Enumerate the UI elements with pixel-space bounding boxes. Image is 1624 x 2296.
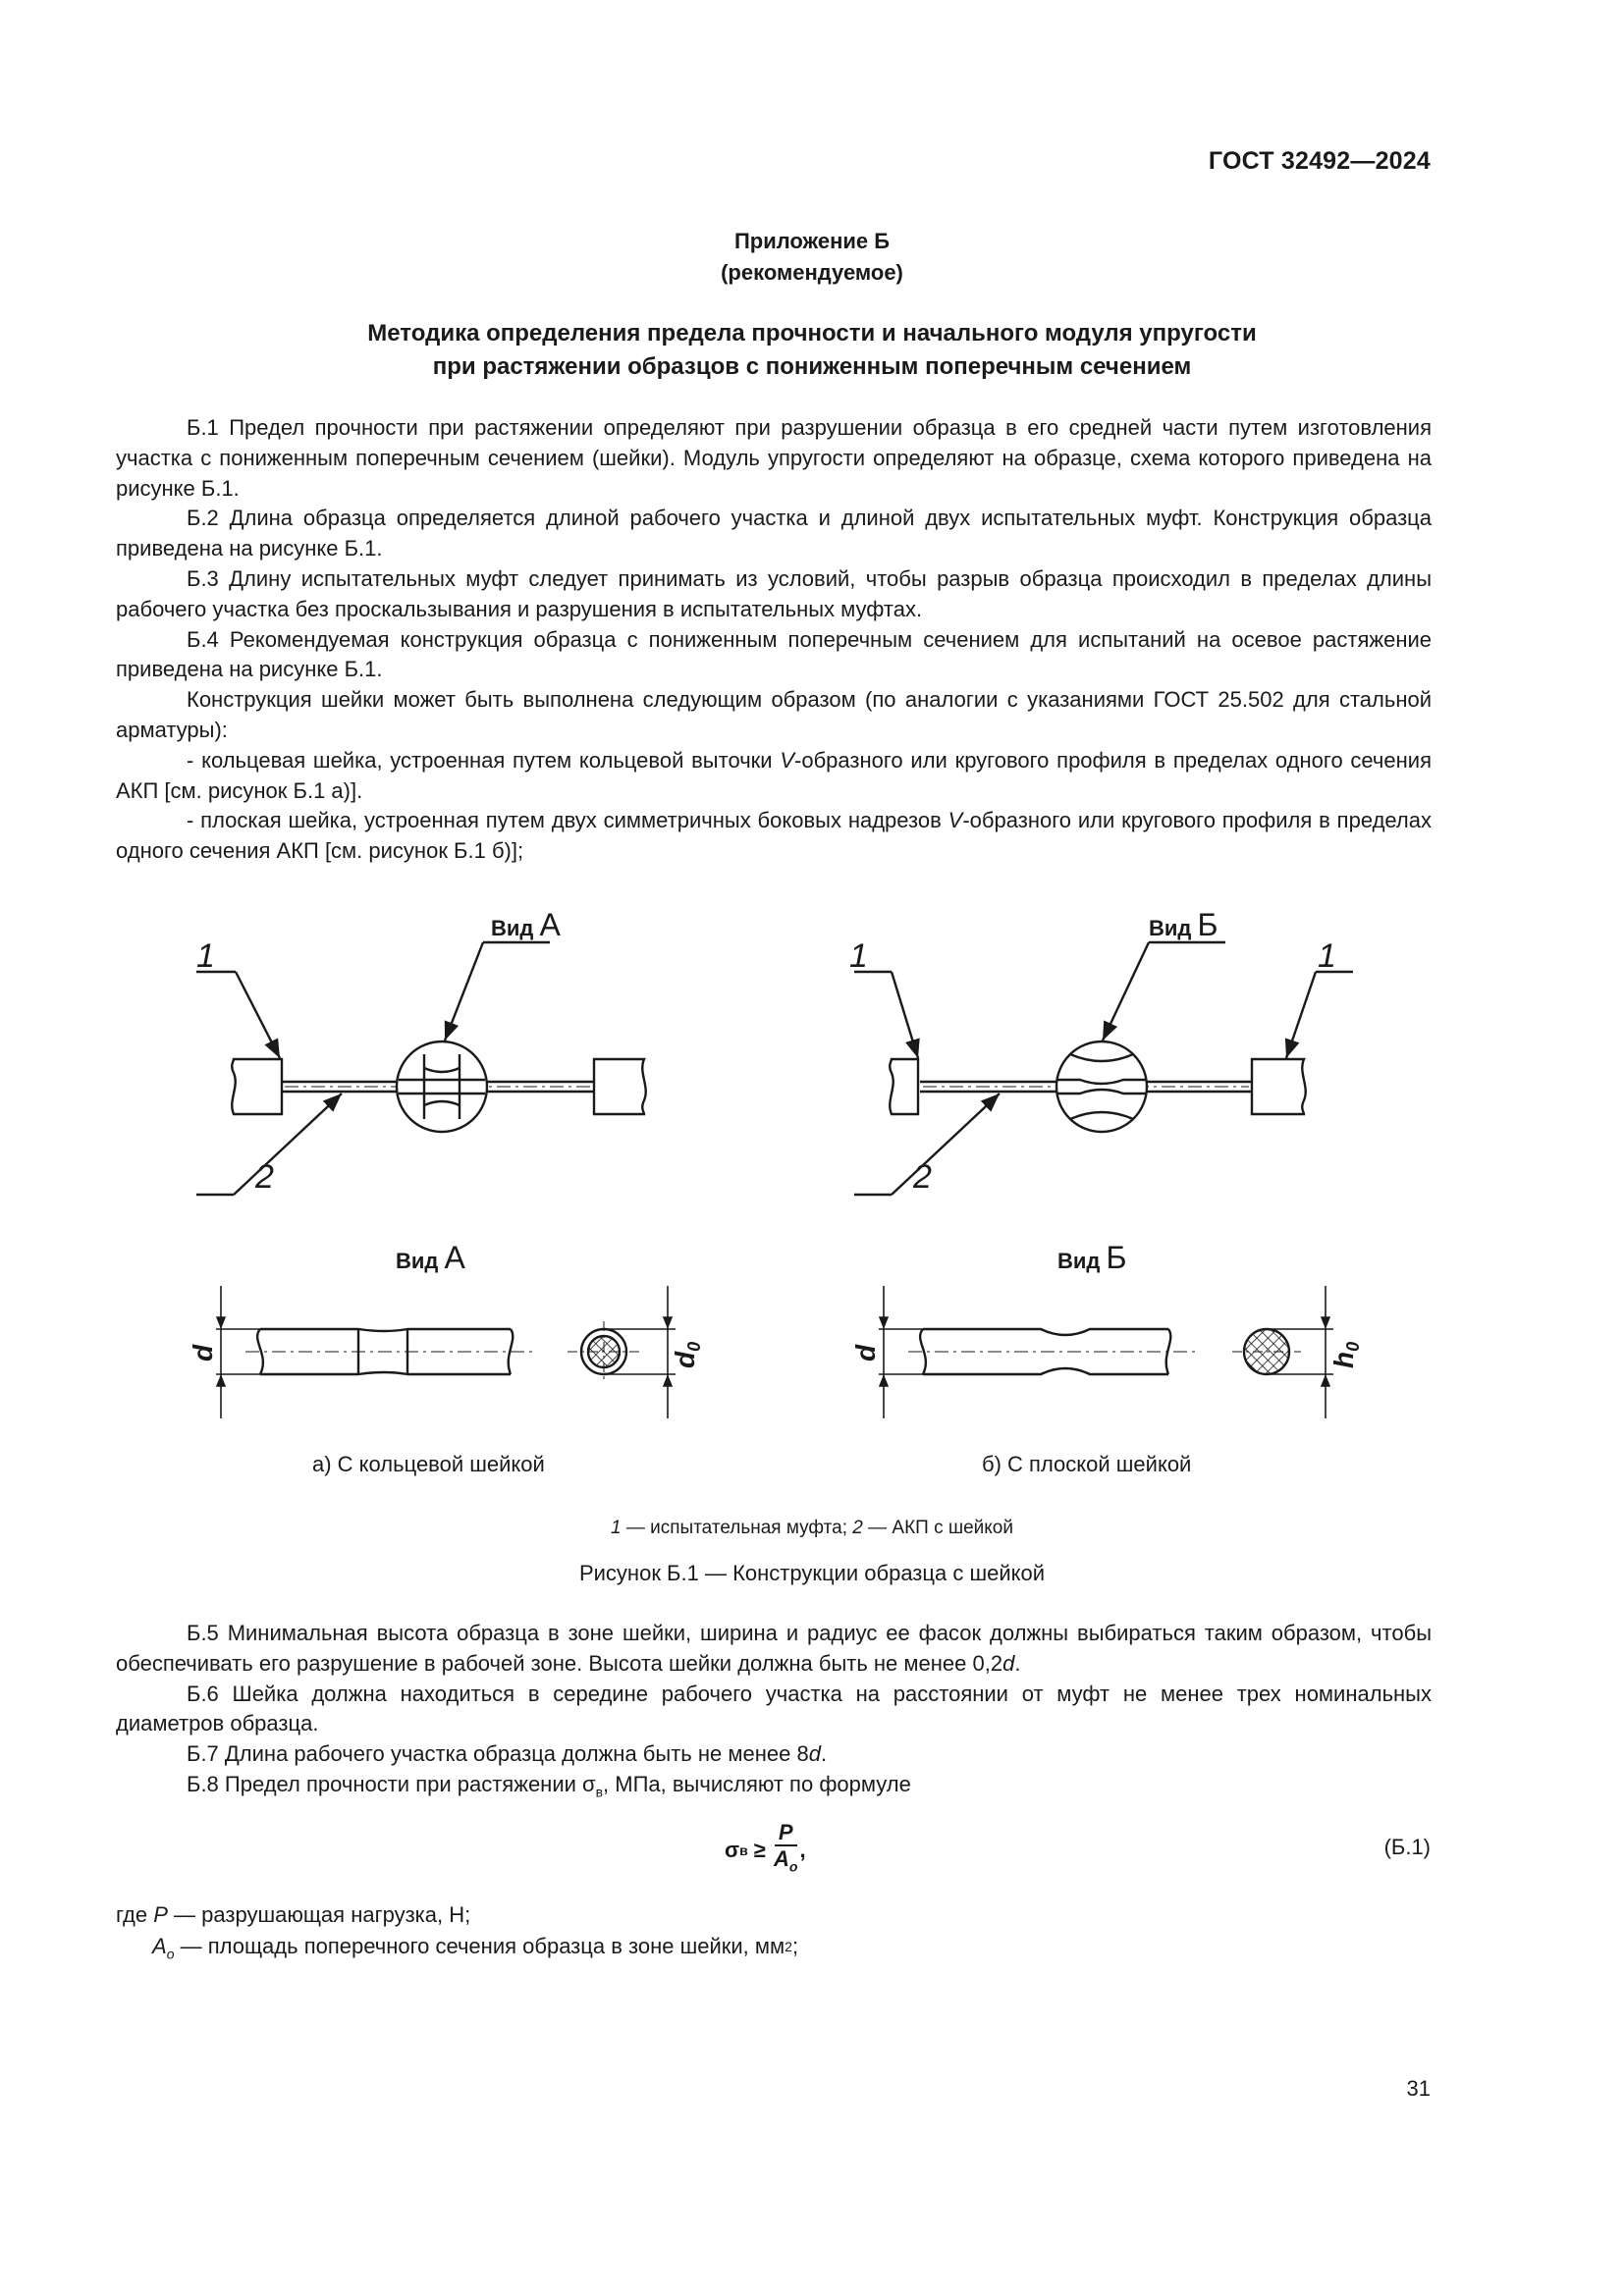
callout-1-b-left: 1 [849,937,868,975]
where-a-sup: 2 [785,1939,792,1954]
view-a-title-letter: А [444,1240,465,1275]
legend-2-text: — АКП с шейкой [862,1518,1013,1538]
legend-1-text: — испытательная муфта; [621,1518,853,1538]
legend-1-num: 1 [611,1518,622,1538]
formula-fraction [774,1821,797,1879]
where-a-symbol-main: A [152,1934,167,1958]
ring-v: V [780,747,795,773]
formula-denominator [774,1846,797,1879]
dim-d0-main: d [670,1351,700,1368]
dim-h0-main: h [1328,1351,1359,1368]
specimen-b-overview [854,942,1353,1195]
view-b-callout-label: Вид [1149,916,1192,940]
b5-d: d [1002,1650,1015,1676]
view-a-callout [491,907,562,942]
paragraph-b4: Б.4 Рекомендуемая конструкция образца с пониженным поперечным сечением для испытаний на осевое растяжение приведена на рисунке Б.1. [116,626,1432,682]
paragraph-b3: Б.3 Длину испытательных муфт следует принимать из условий, чтобы разрыв образца происходил в пределах длины рабочего участка без проскальзывания и разрушения в испытательных муфтах. [116,565,1432,621]
view-a-callout-label: Вид [491,916,534,940]
paragraph-b5 [116,1619,1432,1680]
view-b-title-label: Вид [1057,1249,1101,1273]
where-p-text: — разрушающая нагрузка, Н; [167,1902,471,1927]
formula-operator: ≥ [747,1837,772,1862]
callout-2-b: 2 [913,1158,932,1196]
dim-d0-sub: 0 [684,1341,704,1352]
view-b-callout [1149,907,1218,942]
formula-lhs-sub: в [739,1842,748,1858]
appendix-heading [0,226,1624,289]
flat-v: V [947,808,963,833]
ring-text-b: -образного или кругового профиля в пределах одного сечения АКП [см. рисунок Б.1 а)]. [116,747,1432,803]
body-text-lower [116,1619,1432,1807]
b7-d: d [808,1741,821,1767]
page-number: 31 [1406,2076,1431,2101]
specimen-drawing [157,893,1463,1512]
paragraph-b1: Б.1 Предел прочности при растяжении определяют при разрушении образца в его средней части путем изготовления участка с пониженным поперечным сечением (шейки). Модуль упругости определяют на образце, схема которого приведена на рисунке Б.1. [116,415,1432,501]
where-intro: где [116,1902,154,1927]
b7-text: Б.7 Длина рабочего участка образца должна быть не менее 8 [187,1741,809,1767]
appendix-name: Приложение Б [733,229,891,253]
formula-numerator: P [775,1821,797,1846]
section-title-line1: Методика определения предела прочности и начального модуля упругости [367,320,1257,347]
section-title-line2: при растяжении образцов с пониженным поперечным сечением [432,353,1192,380]
formula-number: (Б.1) [1383,1835,1431,1859]
flat-text-a: - плоская шейка, устроенная путем двух симметричных боковых надрезов [187,808,948,833]
callout-1-a: 1 [196,937,215,975]
formula-denominator-main: A [773,1846,789,1871]
view-a-callout-letter: А [539,907,561,942]
variable-definitions [116,1899,798,1969]
appendix-status: (рекомендуемое) [721,260,903,285]
where-p-symbol: P [153,1902,168,1927]
figure-legend [0,1518,1624,1539]
paragraph-neck: Конструкция шейки может быть выполнена следующим образом (по аналогии с указаниями ГОСТ 25.502 для стальной арматуры): [116,687,1432,742]
view-a-title [396,1240,466,1275]
paragraph-flat-neck [116,806,1432,867]
paragraph-b6: Б.6 Шейка должна находиться в середине рабочего участка на расстоянии от муфт не менее трех номинальных диаметров образца. [116,1681,1432,1736]
where-a-text: — площадь поперечного сечения образца в зоне шейки, мм [174,1934,785,1958]
view-b-detail [879,1286,1333,1418]
body-text-upper [116,413,1432,867]
b5-text: Б.5 Минимальная высота образца в зоне шейки, ширина и радиус ее фасок должны выбираться таким образом, чтобы обеспечивать его разрушение в рабочей зоне. Высота шейки должна быть не менее 0,2 [116,1621,1432,1676]
b8-text-b: , МПа, вычисляют по формуле [603,1771,911,1796]
formula-tail: , [799,1837,806,1862]
where-a-symbol-sub: o [166,1946,175,1962]
paragraph-b2: Б.2 Длина образца определяется длиной рабочего участка и длиной двух испытательных муфт. Конструкция образца приведена на рисунке Б.1. [116,506,1432,561]
dim-h0-sub: 0 [1343,1341,1363,1352]
caption-ring-neck: а) С кольцевой шейкой [312,1452,545,1476]
paragraph-b7 [116,1739,1432,1770]
callout-2-a: 2 [255,1158,274,1196]
flat-text-b: -образного или кругового профиля в пределах одного сечения АКП [см. рисунок Б.1 б)]; [116,808,1432,864]
b8-text-a: Б.8 Предел прочности при растяжении σ [187,1771,596,1796]
formula-b1 [725,1821,806,1879]
formula-lhs: σ [725,1837,740,1862]
standard-code: ГОСТ 32492—2024 [1208,147,1431,175]
figure-caption: Рисунок Б.1 — Конструкции образца с шейкой [578,1561,1046,1585]
paragraph-b8 [116,1770,1432,1807]
b7-end: . [820,1741,828,1767]
b8-sub: в [595,1784,604,1800]
section-title [0,317,1624,384]
figure-b1 [157,893,1463,1512]
dim-d0 [670,1342,704,1368]
paragraph-ring-neck [116,746,1432,807]
dim-h0 [1328,1342,1363,1368]
view-a-title-label: Вид [396,1249,439,1273]
formula-denominator-sub: o [788,1858,798,1875]
dim-d-a: d [188,1344,218,1362]
b5-end: . [1014,1650,1021,1676]
dim-d-b: d [850,1344,881,1362]
specimen-a-overview [196,942,646,1195]
legend-2-num: 2 [852,1518,863,1538]
where-a-end: ; [791,1934,799,1958]
view-b-callout-letter: Б [1197,907,1218,942]
caption-flat-neck: б) С плоской шейкой [982,1452,1192,1476]
ring-text-a: - кольцевая шейка, устроенная путем кольцевой выточки [187,747,781,773]
where-a-symbol [152,1931,174,1969]
definition-p [116,1899,798,1931]
view-b-title-letter: Б [1106,1240,1127,1275]
callout-1-b-right: 1 [1318,937,1336,975]
definition-a [116,1931,798,1969]
view-a-detail [216,1286,676,1418]
view-b-title [1057,1240,1127,1275]
